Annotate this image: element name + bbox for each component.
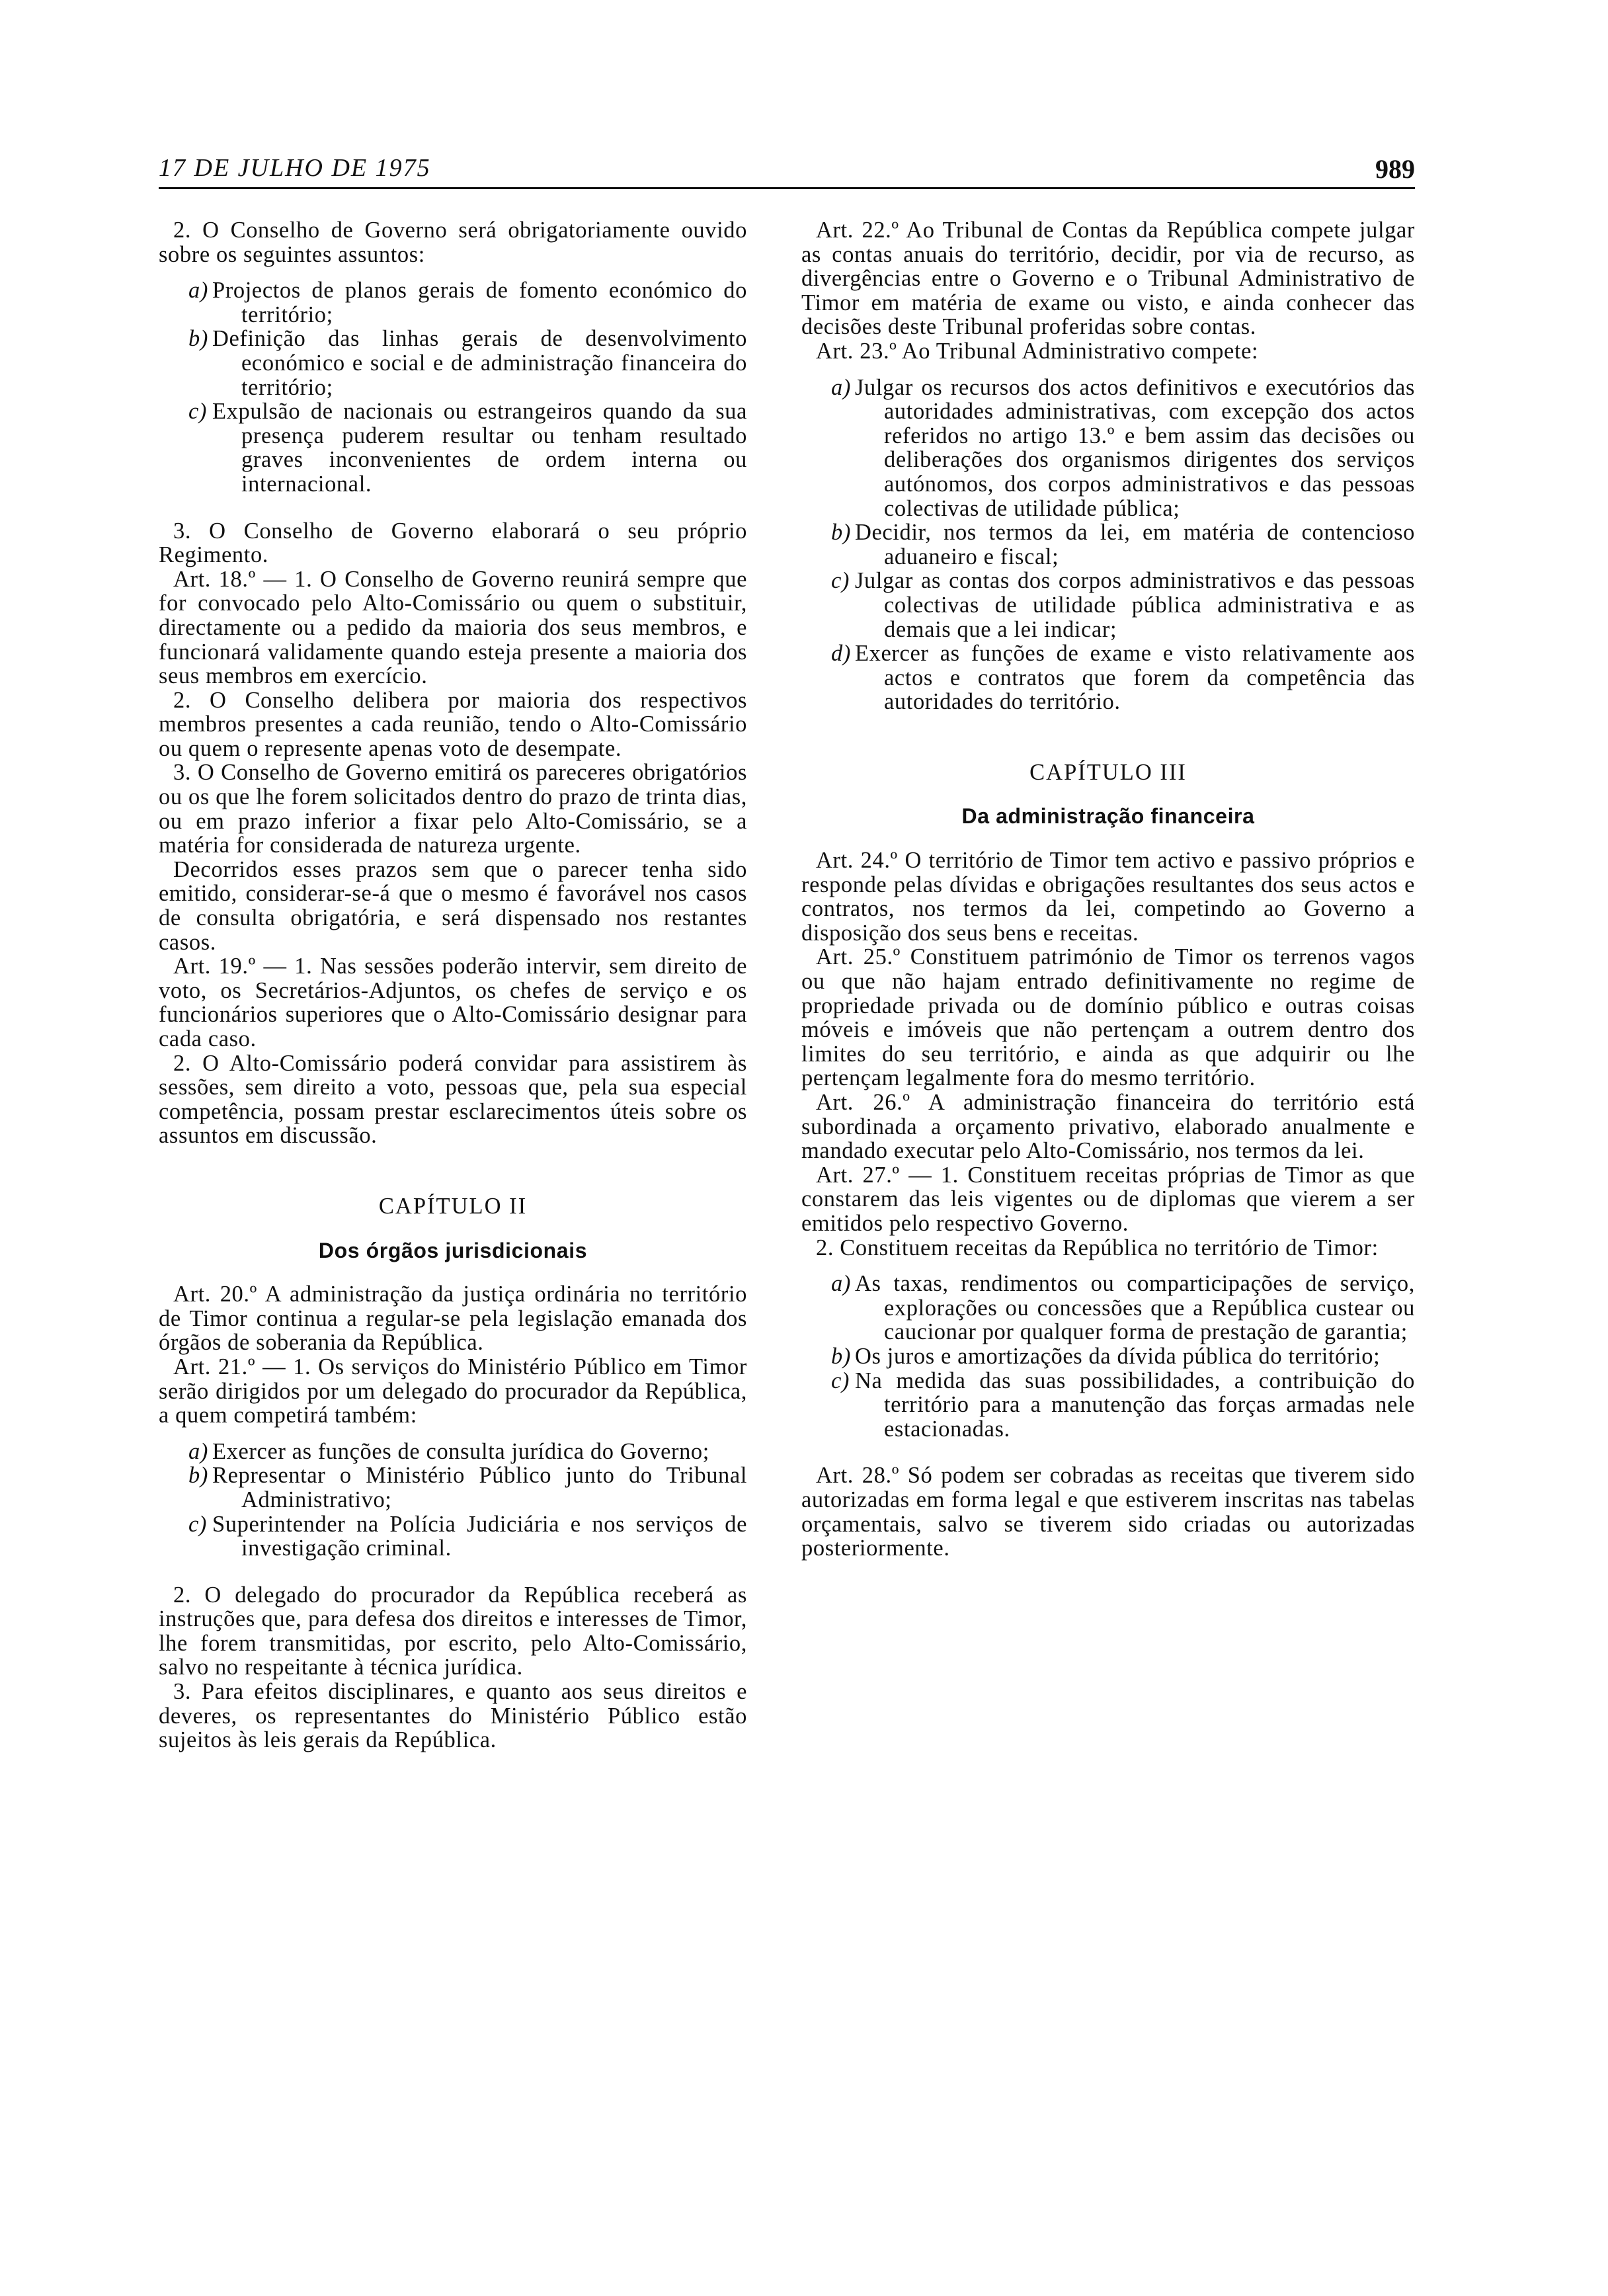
chapter-subtitle: Da administração financeira [961, 804, 1255, 829]
list-item-label: b) [831, 1343, 851, 1369]
list-item-label: b) [831, 520, 851, 546]
paragraph: 3. O Conselho de Governo emitirá os pareceres obrigatórios ou os que lhe forem solicitados dentro do prazo de trinta dias, ou em prazo inferior a fixar pelo Alto-Comissário, se a matéria for considerada de natureza urgente. [159, 760, 747, 858]
paragraph: 3. O Conselho de Governo elaborará o seu próprio Regimento. [159, 518, 747, 568]
paragraph: Art. 18.º — 1. O Conselho de Governo reunirá sempre que for convocado pelo Alto-Comissário ou quem o substituir, directamente ou a pedido da maioria dos seus membros, e funcionará validamente quando esteja presente a maioria dos seus membros em exercício. [159, 566, 747, 689]
paragraph: Art. 20.º A administração da justiça ordinária no território de Timor continua a regular-se pela legislação emanada dos órgãos de soberania da República. [159, 1282, 747, 1356]
list-item-text: Julgar os recursos dos actos definitivos e executórios das autoridades administrativas, com excepção dos actos referidos no artigo 13.º e bem assim das decisões ou deliberações dos organismos dirigentes dos serviços autónomos, dos corpos administrativos e das pessoas colectivas de utilidade pública; [855, 374, 1415, 521]
paragraph: 3. Para efeitos disciplinares, e quanto aos seus direitos e deveres, os representantes do Ministério Público estão sujeitos às leis gerais da República. [159, 1679, 747, 1753]
list-item-text: Na medida das suas possibilidades, a contribuição do território para a manutenção das forças armadas nele estacionadas. [855, 1368, 1415, 1442]
chapter-subtitle: Dos órgãos jurisdicionais [318, 1238, 588, 1262]
list-item [159, 1512, 747, 1561]
paragraph: Art. 26.º A administração financeira do território está subordinada a orçamento privativo, elaborado anualmente e mandado executar pelo Alto-Comissário, nos termos da lei. [801, 1090, 1415, 1164]
list-item-text: Superintender na Polícia Judiciária e nos serviços de investigação criminal. [212, 1511, 747, 1561]
header-rule [159, 187, 1415, 189]
paragraph: Art. 19.º — 1. Nas sessões poderão intervir, sem direito de voto, os Secretários-Adjuntos, os chefes de serviço e os funcionários superiores que o Alto-Comissário designar para cada caso. [159, 954, 747, 1051]
list-item-label: b) [188, 326, 208, 352]
header-date: 17 DE JULHO DE 1975 [159, 154, 431, 182]
list-item [801, 1344, 1415, 1369]
list-item-label: d) [831, 641, 851, 667]
paragraph: 2. O Conselho delibera por maioria dos respectivos membros presentes a cada reunião, tendo o Alto-Comissário ou quem o represente apenas voto de desempate. [159, 687, 747, 761]
list-item-text: Julgar as contas dos corpos administrativos e das pessoas colectivas de utilidade pública administrativa e as demais que a lei indicar; [855, 568, 1415, 642]
list-item-text: Projectos de planos gerais de fomento económico do território; [212, 278, 747, 327]
paragraph: 2. Constituem receitas da República no território de Timor: [816, 1235, 1379, 1260]
list-item-text: As taxas, rendimentos ou comparticipações de serviço, explorações ou concessões que a República custear ou caucionar por qualquer forma de prestação de garantia; [855, 1271, 1415, 1345]
chapter-heading: CAPÍTULO II [378, 1193, 528, 1219]
paragraph: 2. O Alto-Comissário poderá convidar para assistirem às sessões, sem direito a voto, pessoas que, pela sua especial competência, possam prestar esclarecimentos úteis sobre os assuntos em discussão. [159, 1050, 747, 1149]
list-item [159, 1440, 747, 1464]
list-item-label: c) [831, 1368, 850, 1393]
list-item-text: Exercer as funções de exame e visto relativamente aos actos e contratos que forem da competência das autoridades do território. [855, 641, 1415, 715]
left-column [159, 218, 747, 1752]
list-item-label: a) [831, 374, 851, 400]
list-item-label: c) [188, 399, 208, 425]
list-item-text: Representar o Ministério Público junto do Tribunal Administrativo; [212, 1463, 747, 1512]
paragraph: Art. 21.º — 1. Os serviços do Ministério Público em Timor serão dirigidos por um delegado do procurador da República, a quem competirá também: [159, 1354, 747, 1428]
list-item [159, 327, 747, 399]
list-item [801, 520, 1415, 569]
list-item-text: Expulsão de nacionais ou estrangeiros quando da sua presença puderem resultar ou tenham resultado graves inconvenientes de ordem interna ou internacional. [212, 399, 747, 497]
list-item-label: c) [188, 1511, 208, 1537]
list-item [801, 1272, 1415, 1344]
paragraph: Art. 24.º O território de Timor tem activo e passivo próprios e responde pelas dívidas e obrigações resultantes dos seus actos e contratos, nos termos da lei, competindo ao Governo a disposição dos seus bens e receitas. [801, 848, 1415, 946]
chapter-heading: CAPÍTULO III [1029, 759, 1187, 785]
list-item [159, 399, 747, 496]
paragraph: 2. O Conselho de Governo será obrigatoriamente ouvido sobre os seguintes assuntos: [159, 218, 747, 267]
list-item-label: a) [831, 1271, 851, 1297]
list-item-text: Exercer as funções de consulta jurídica do Governo; [212, 1438, 709, 1464]
paragraph: 2. O delegado do procurador da República receberá as instruções que, para defesa dos direitos e interesses de Timor, lhe forem transmitidas, por escrito, pelo Alto-Comissário, salvo no respeitante à técnica jurídica. [159, 1582, 747, 1680]
list-item [159, 1463, 747, 1512]
list-item [801, 376, 1415, 521]
list-item-label: b) [188, 1463, 208, 1489]
paragraph: Art. 22.º Ao Tribunal de Contas da República compete julgar as contas anuais do território, decidir, por via de recurso, as divergências entre o Governo e o Tribunal Administrativo de Timor em matéria de exame ou visto, e ainda conhecer das decisões deste Tribunal proferidas sobre contas. [801, 218, 1415, 340]
list-item-text: Os juros e amortizações da dívida pública do território; [855, 1343, 1381, 1369]
right-column [801, 218, 1415, 1561]
paragraph: Art. 23.º Ao Tribunal Administrativo compete: [816, 338, 1259, 364]
list-item [801, 1369, 1415, 1442]
list-item-label: c) [831, 568, 850, 594]
paragraph: Art. 25.º Constituem património de Timor os terrenos vagos ou que não hajam entrado definitivamente no regime de propriedade privada ou de domínio público e outras coisas móveis e imóveis que não pertençam a outrem dentro dos limites do seu território, e ainda as que adquirir ou lhe pertençam legalmente fora do mesmo território. [801, 944, 1415, 1091]
list-item-label: a) [188, 1438, 208, 1464]
paragraph: Decorridos esses prazos sem que o parecer tenha sido emitido, considerar-se-á que o mesmo é favorável nos casos de consulta obrigatória, e será dispensado nos restantes casos. [159, 856, 747, 955]
list-item-label: a) [188, 278, 208, 304]
list-item-text: Definição das linhas gerais de desenvolvimento económico e social e de administração financeira do território; [212, 326, 747, 400]
paragraph: Art. 28.º Só podem ser cobradas as receitas que tiverem sido autorizadas em forma legal e que estiverem inscritas nas tabelas orçamentais, salvo se tiverem sido criadas ou autorizadas posteriormente. [801, 1463, 1415, 1561]
list-item-text: Decidir, nos termos da lei, em matéria de contencioso aduaneiro e fiscal; [855, 520, 1415, 569]
paragraph: Art. 27.º — 1. Constituem receitas próprias de Timor as que constarem das leis vigentes ou de diplomas que vierem a ser emitidos pelo respectivo Governo. [801, 1162, 1415, 1236]
list-item [159, 278, 747, 327]
list-item [801, 569, 1415, 641]
page-number: 989 [1375, 154, 1415, 184]
list-item [801, 641, 1415, 714]
